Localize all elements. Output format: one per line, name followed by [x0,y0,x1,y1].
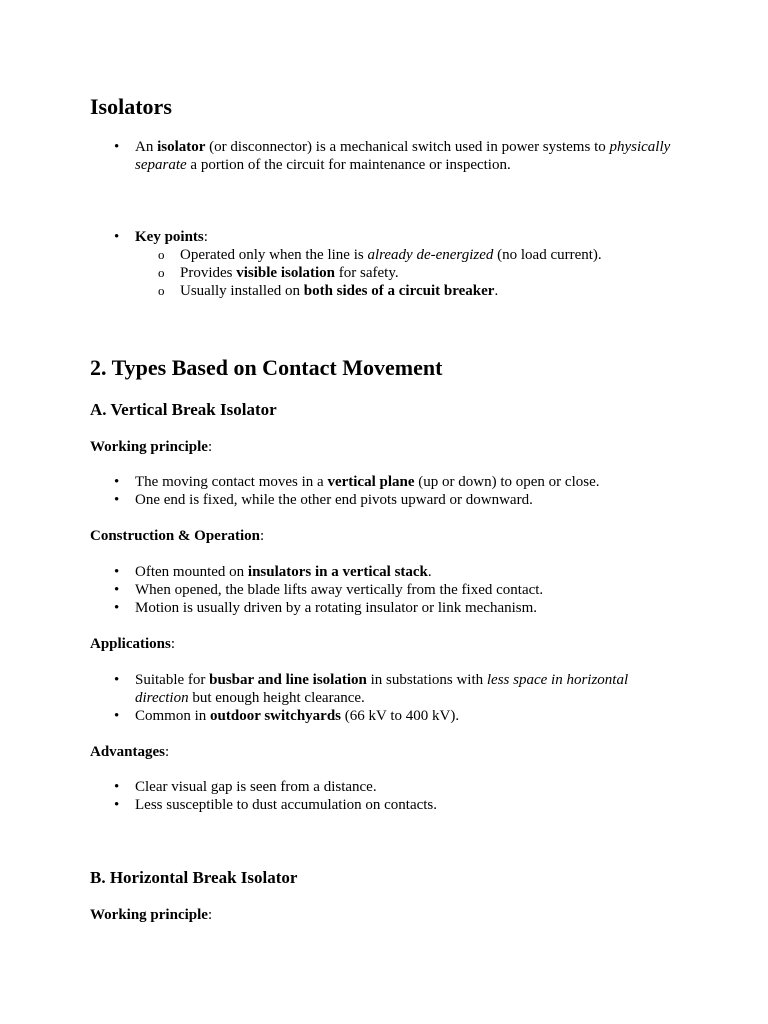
subsection-heading: B. Horizontal Break Isolator [90,868,298,887]
applications-list [90,671,690,725]
bullet-glyph: • [114,139,120,155]
list-item: • Common in outdoor switchyards (66 kV to 400 kV). [114,708,460,724]
bullet-glyph: • [114,474,120,490]
bullet-glyph: • [114,582,120,598]
construction-label: Construction & Operation: [90,528,265,544]
bullet-glyph: • [114,779,120,795]
sub-bullet-glyph: o [158,247,165,262]
bullet-glyph: • [114,708,120,724]
list-item: • Key points: o Operated only when the line is already de-energized (no load current). o Provides visible isolation for safety. o Usually installed on both sides of a circuit breaker. [90,228,690,300]
list-item: • Less susceptible to dust accumulation on contacts. [114,797,438,813]
bullet-glyph: • [114,797,120,813]
working-principle-list [90,473,690,509]
list-item: • One end is fixed, while the other end pivots upward or downward. [114,492,533,508]
bullet-glyph: • [114,229,120,245]
key-points-list [90,228,690,300]
list-item: • An isolator (or disconnector) is a mechanical switch used in power systems to physically separate a portion of the circuit for maintenance or inspection. [114,139,671,173]
list-item: • When opened, the blade lifts away vertically from the fixed contact. [114,582,544,598]
working-principle-label: Working principle: [90,907,213,923]
list-item: • Often mounted on insulators in a vertical stack. [114,564,432,580]
key-points-sublist [135,246,690,300]
applications-label: Applications: [90,636,176,652]
advantages-list [90,778,690,814]
sub-bullet-glyph: o [158,283,165,298]
sub-bullet-glyph: o [158,265,165,280]
bullet-glyph: • [114,564,120,580]
advantages-label: Advantages: [90,744,170,760]
bullet-glyph: • [114,672,120,688]
subsection-heading: A. Vertical Break Isolator [90,400,277,419]
working-principle-label: Working principle: [90,439,213,455]
sub-list-item: o Provides visible isolation for safety. [158,265,399,281]
list-item: • Suitable for busbar and line isolation in substations with less space in horizontal direction but enough height clearance. [114,672,629,706]
bullet-glyph: • [114,600,120,616]
intro-list [90,138,690,174]
list-item: • Clear visual gap is seen from a distance. [114,779,377,795]
sub-list-item: o Usually installed on both sides of a circuit breaker. [158,283,499,299]
bullet-glyph: • [114,492,120,508]
construction-list [90,563,690,617]
key-points-label: Key points [135,229,204,245]
list-item: • Motion is usually driven by a rotating insulator or link mechanism. [114,600,538,616]
page-title: Isolators [90,94,172,119]
list-item: • The moving contact moves in a vertical plane (up or down) to open or close. [114,474,600,490]
section-heading: 2. Types Based on Contact Movement [90,355,443,380]
sub-list-item: o Operated only when the line is already de-energized (no load current). [158,247,602,263]
